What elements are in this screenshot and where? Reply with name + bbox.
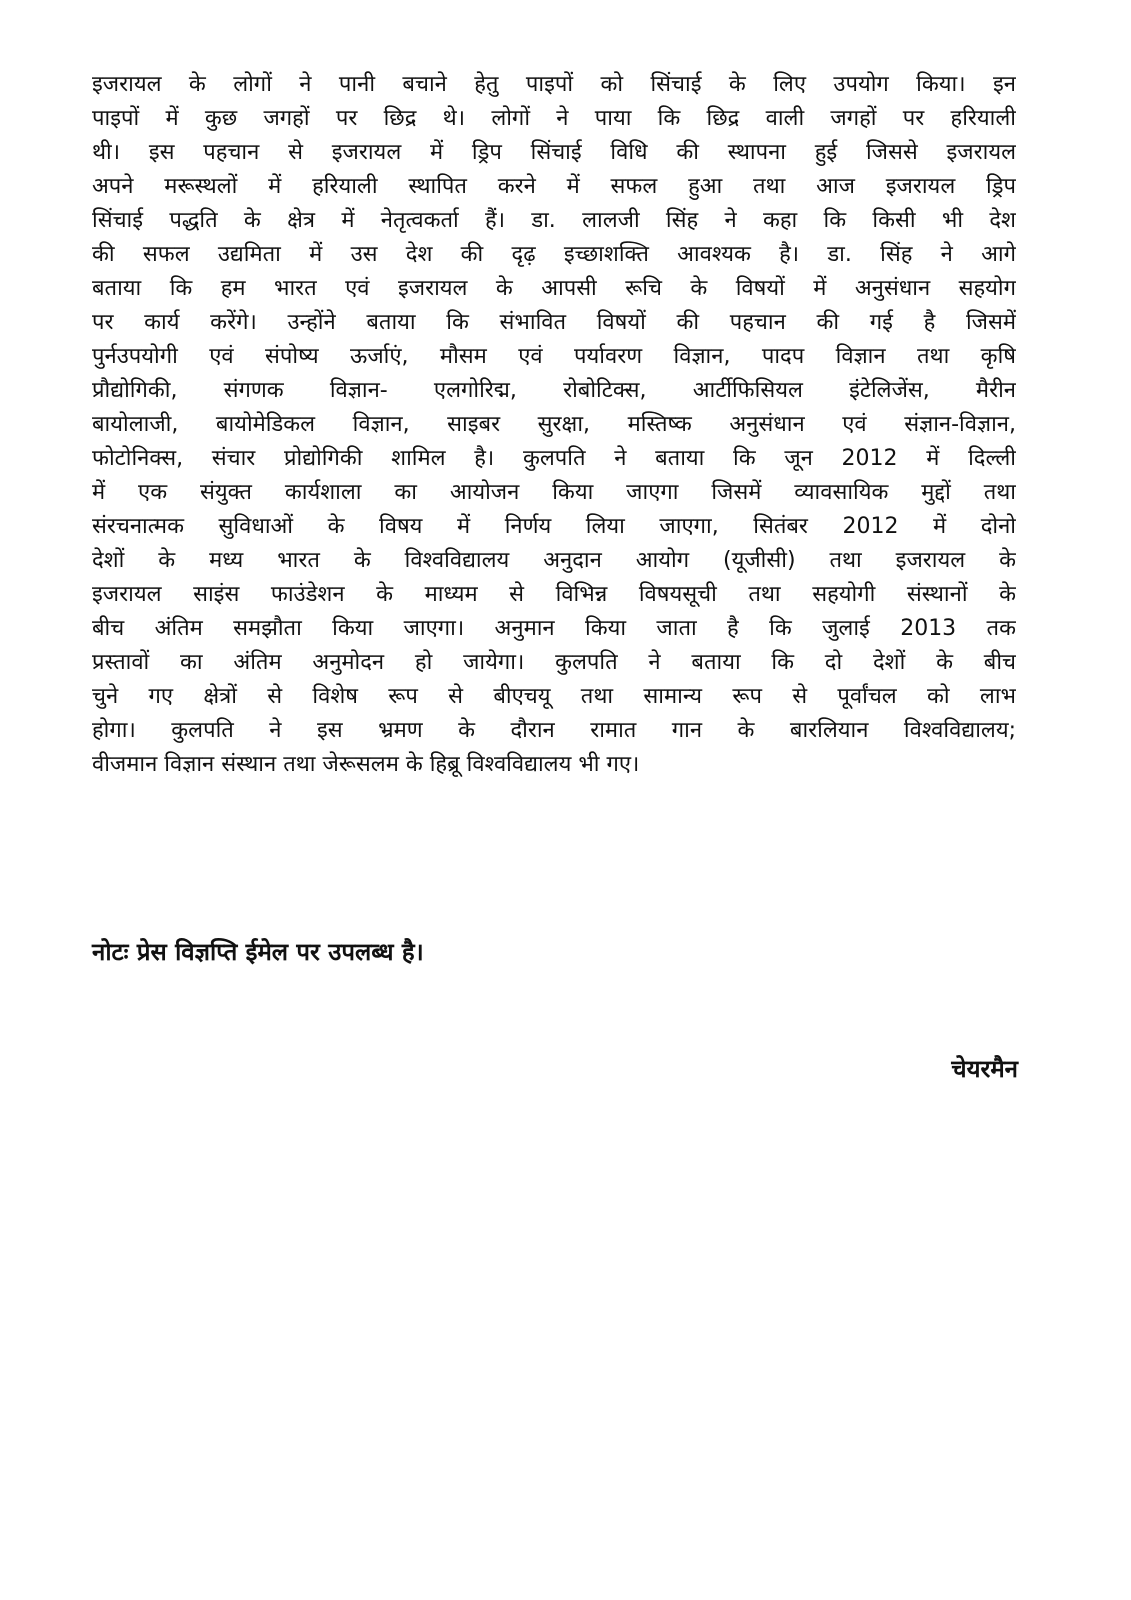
paragraph-line: अपने मरूस्थलों में हरियाली स्थापित करने में सफल हुआ तथा आज इजरायल ड्रिप xyxy=(92,174,1016,199)
paragraph-line: की सफल उद्यमिता में उस देश की दृढ़ इच्छाशक्ति आवश्यक है। डा. सिंह ने आगे xyxy=(92,242,1016,267)
paragraph-line: फोटोनिक्स, संचार प्रोद्योगिकी शामिल है। कुलपति ने बताया कि जून 2012 में दिल्ली xyxy=(92,446,1016,471)
paragraph-line: बीच अंतिम समझौता किया जाएगा। अनुमान किया जाता है कि जुलाई 2013 तक xyxy=(92,616,1016,641)
paragraph-line: होगा। कुलपति ने इस भ्रमण के दौरान रामात गान के बारलियान विश्वविद्यालय; xyxy=(92,718,1016,743)
paragraph-line: सिंचाई पद्धति के क्षेत्र में नेतृत्वकर्ता हैं। डा. लालजी सिंह ने कहा कि किसी भी देश xyxy=(92,208,1016,233)
body-paragraph xyxy=(92,68,1016,782)
paragraph-line: पर कार्य करेंगे। उन्होंने बताया कि संभावित विषयों की पहचान की गई है जिसमें xyxy=(92,310,1016,335)
paragraph-line: देशों के मध्य भारत के विश्वविद्यालय अनुदान आयोग (यूजीसी) तथा इजरायल के xyxy=(92,548,1016,573)
paragraph-line: में एक संयुक्त कार्यशाला का आयोजन किया जाएगा जिसमें व्यावसायिक मुद्दों तथा xyxy=(92,480,1016,505)
paragraph-line: पाइपों में कुछ जगहों पर छिद्र थे। लोगों ने पाया कि छिद्र वाली जगहों पर हरियाली xyxy=(92,106,1016,131)
paragraph-line: प्रस्तावों का अंतिम अनुमोदन हो जायेगा। कुलपति ने बताया कि दो देशों के बीच xyxy=(92,650,1016,675)
paragraph-line: बायोलाजी, बायोमेडिकल विज्ञान, साइबर सुरक्षा, मस्तिष्क अनुसंधान एवं संज्ञान-विज्ञान, xyxy=(92,412,1016,437)
signature-chairman: चेयरमैन xyxy=(951,1055,1018,1083)
paragraph-line: प्रौद्योगिकी, संगणक विज्ञान- एलगोरिद्म, रोबोटिक्स, आर्टीफिसियल इंटेलिजेंस, मैरीन xyxy=(92,378,1016,403)
press-note: नोटः प्रेस विज्ञप्ति ईमेल पर उपलब्ध है। xyxy=(92,938,424,966)
paragraph-line: चुने गए क्षेत्रों से विशेष रूप से बीएचयू तथा सामान्य रूप से पूर्वांचल को लाभ xyxy=(92,684,1016,709)
paragraph-line: संरचनात्मक सुविधाओं के विषय में निर्णय लिया जाएगा, सितंबर 2012 में दोनो xyxy=(92,514,1016,539)
paragraph-line: थी। इस पहचान से इजरायल में ड्रिप सिंचाई विधि की स्थापना हुई जिससे इजरायल xyxy=(92,140,1016,165)
paragraph-line: वीजमान विज्ञान संस्थान तथा जेरूसलम के हिब्रू विश्वविद्यालय भी गए। xyxy=(92,752,640,777)
paragraph-line: बताया कि हम भारत एवं इजरायल के आपसी रूचि के विषयों में अनुसंधान सहयोग xyxy=(92,276,1016,301)
paragraph-line: इजरायल के लोगों ने पानी बचाने हेतु पाइपों को सिंचाई के लिए उपयोग किया। इन xyxy=(92,72,1016,97)
paragraph-line: पुर्नउपयोगी एवं संपोष्य ऊर्जाएं, मौसम एवं पर्यावरण विज्ञान, पादप विज्ञान तथा कृषि xyxy=(92,344,1016,369)
paragraph-line: इजरायल साइंस फाउंडेशन के माध्यम से विभिन्न विषयसूची तथा सहयोगी संस्थानों के xyxy=(92,582,1016,607)
